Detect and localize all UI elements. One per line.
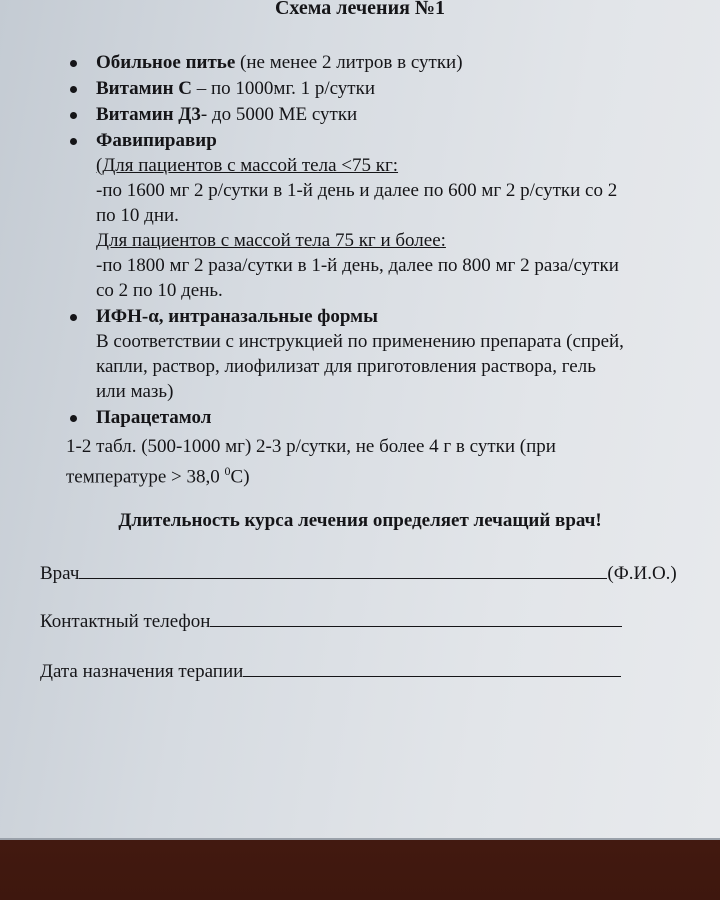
item-name: Фавипиравир [96,130,217,151]
doctor-name-hint: (Ф.И.О.) [607,563,677,584]
dosage-group-75-plus: Для пациентов с массой тела 75 кг и более: [96,230,446,251]
item-name: Обильное питье [96,52,236,73]
ifn-line: В соответствии с инструкцией по применению препарата (спрей, [96,331,624,352]
phone-label: Контактный телефон [40,611,211,632]
item-name: ИФН-α, интраназальные формы [96,306,378,327]
phone-field-row [40,610,622,633]
dosage-line: -по 1800 мг 2 раза/сутки в 1-й день, далее по 800 мг 2 раза/сутки [96,255,619,276]
item-name: Витамин Д3 [96,104,201,125]
list-item-paracetamol [96,405,706,430]
paracetamol-line-end: С) [230,466,250,488]
item-details: – по 1000мг. 1 р/сутки [192,78,376,99]
list-item-water [96,50,706,75]
list-item-vitamin-d3 [96,102,706,127]
dosage-group-under-75: (Для пациентов с массой тела <75 кг: [96,155,399,176]
phone-line[interactable] [210,610,622,627]
list-item-favipiravir [96,128,706,303]
date-line[interactable] [243,660,621,677]
list-item-ifn [96,304,706,404]
dosage-line: по 10 дни. [96,205,179,226]
ifn-line: капли, раствор, лиофилизат для приготовления раствора, гель [96,356,596,377]
paracetamol-line: температуре > 38,0 [66,466,225,488]
item-details: - до 5000 МЕ сутки [200,104,358,125]
dosage-line: со 2 по 10 день. [96,280,223,301]
doctor-label: Врач [40,563,80,584]
doctor-field-row [40,562,677,585]
item-details: (не менее 2 литров в сутки) [235,52,463,73]
paracetamol-dosage [66,434,696,489]
dosage-line: -по 1600 мг 2 р/сутки в 1-й день и далее по 600 мг 2 р/сутки со 2 [96,180,618,201]
treatment-list [96,50,706,431]
course-duration-note: Длительность курса лечения определяет лечащий врач! [118,510,602,531]
document-title: Схема лечения №1 [274,0,446,19]
item-name: Парацетамол [96,407,212,428]
paracetamol-line: 1-2 табл. (500-1000 мг) 2-3 р/сутки, не более 4 г в сутки (при [66,436,556,457]
degree-mark: 0 [224,464,231,478]
date-field-row [40,660,621,683]
list-item-vitamin-c [96,76,706,101]
doctor-name-line[interactable] [79,562,607,579]
date-label: Дата назначения терапии [40,661,244,682]
ifn-line: или мазь) [96,381,174,402]
item-name: Витамин С [96,78,192,99]
